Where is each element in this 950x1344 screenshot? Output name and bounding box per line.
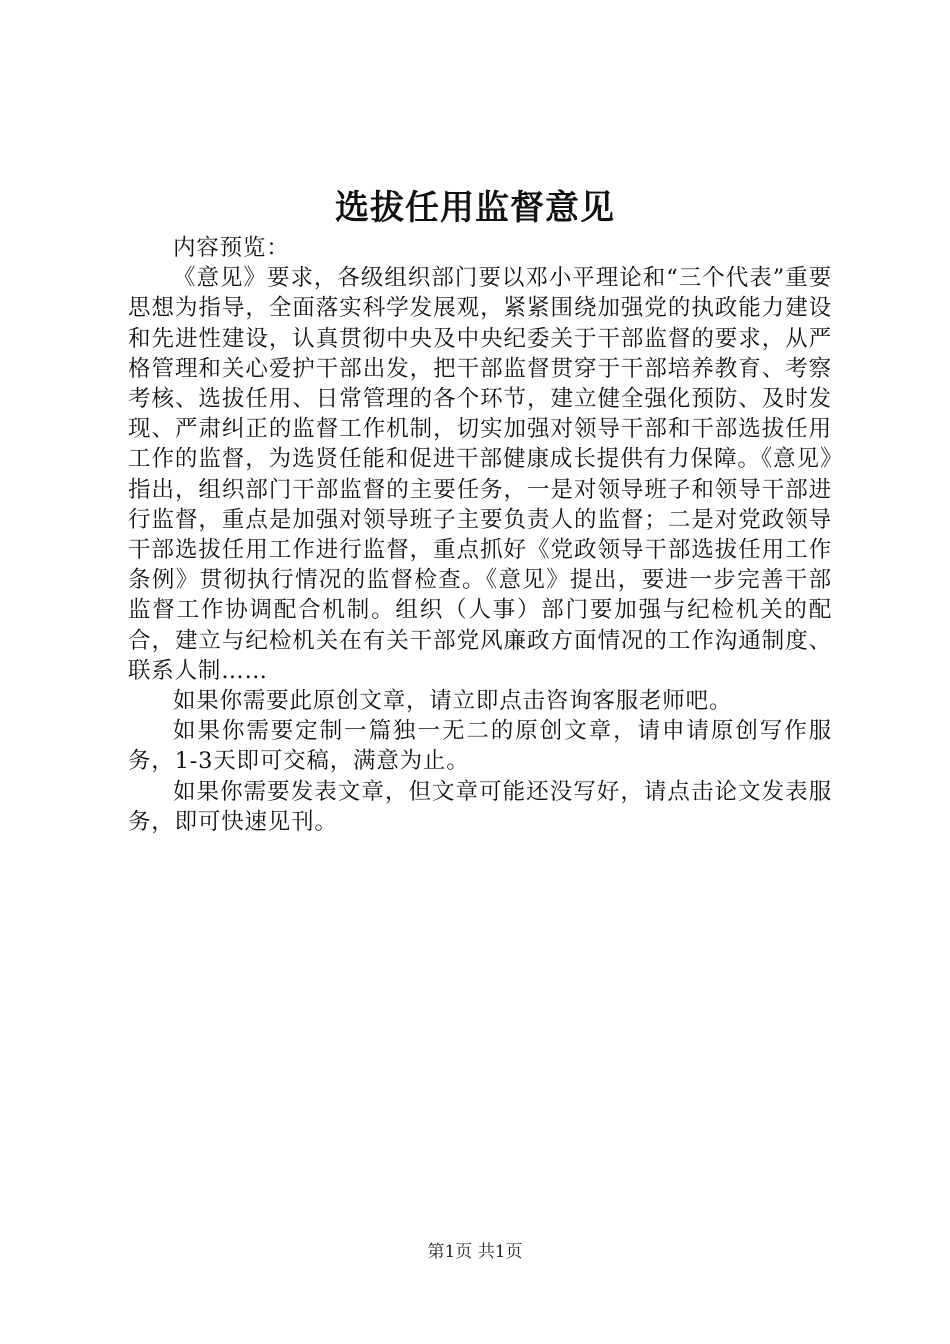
consult-paragraph: 如果你需要此原创文章，请立即点击咨询客服老师吧。 (173, 688, 733, 715)
page-number-footer: 第1页 共1页 (427, 1242, 523, 1262)
publication-paragraph: 如果你需要发表文章，但文章可能还没写好，请点击论文发表服务，即可快速见刊。 (128, 778, 832, 835)
document-title: 选拔任用监督意见 (335, 188, 615, 228)
custom-writing-paragraph: 如果你需要定制一篇独一无二的原创文章，请申请原创写作服务，1-3天即可交稿，满意为止。 (128, 718, 832, 775)
preview-paragraph: 《意见》要求，各级组织部门要以邓小平理论和“三个代表”重要思想为指导，全面落实科学发展观，紧紧围绕加强党的执政能力建设和先进性建设，认真贯彻中央及中央纪委关于干部监督的要求，从严格管理和关心爱护干部出发，把干部监督贯穿于干部培养教育、考察考核、选拔任用、日常管理的各个环节，建立健全强化预防、及时发现、严肃纠正的监督工作机制，切实加强对领导干部和干部选拔任用工作的监督，为选贤任能和促进干部健康成长提供有力保障。《意见》指出，组织部门干部监督的主要任务，一是对领导班子和领导干部进行监督，重点是加强对领导班子主要负责人的监督；二是对党政领导干部选拔任用工作进行监督，重点抓好《党政领导干部选拔任用工作条例》贯彻执行情况的监督检查。《意见》提出，要进一步完善干部监督工作协调配合机制。组织（人事）部门要加强与纪检机关的配合，建立与纪检机关在有关干部党风廉政方面情况的工作沟通制度、联系人制…… (128, 265, 832, 684)
document-body (128, 233, 832, 837)
preview-label: 内容预览： (173, 235, 290, 261)
